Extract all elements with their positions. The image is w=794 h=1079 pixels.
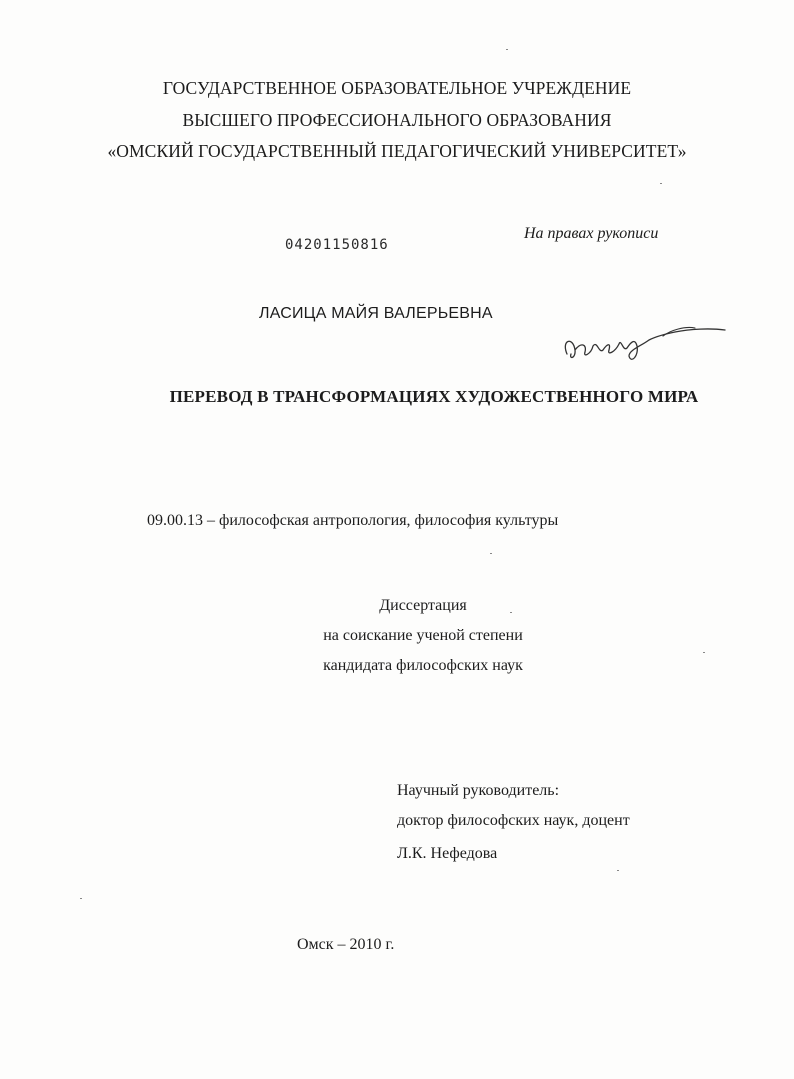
supervisor-label: Научный руководитель:	[397, 782, 560, 799]
institution-line-3: «ОМСКИЙ ГОСУДАРСТВЕННЫЙ ПЕДАГОГИЧЕСКИЙ УНИВЕРСИТЕТ»	[107, 141, 687, 161]
handwritten-signature	[545, 310, 735, 370]
degree-field-line: кандидата философских наук	[323, 657, 523, 674]
degree-line: на соискание ученой степени	[323, 627, 523, 644]
scan-speck	[617, 870, 619, 871]
scan-speck	[80, 898, 82, 899]
registration-number: 04201150816	[285, 237, 389, 253]
scan-speck	[490, 553, 492, 554]
dissertation-title: ПЕРЕВОД В ТРАНСФОРМАЦИЯХ ХУДОЖЕСТВЕННОГО МИРА	[169, 387, 699, 406]
place-and-year: Омск – 2010 г.	[297, 936, 395, 953]
scan-speck	[510, 612, 512, 613]
supervisor-degree: доктор философских наук, доцент	[397, 812, 630, 829]
specialty-code: 09.00.13 – философская антропология, философия культуры	[147, 512, 559, 529]
supervisor-name: Л.К. Нефедова	[397, 845, 498, 862]
scan-speck	[703, 652, 705, 653]
scan-speck	[660, 183, 662, 184]
institution-line-2: ВЫСШЕГО ПРОФЕССИОНАЛЬНОГО ОБРАЗОВАНИЯ	[182, 110, 612, 130]
institution-line-1: ГОСУДАРСТВЕННОЕ ОБРАЗОВАТЕЛЬНОЕ УЧРЕЖДЕНИЕ	[162, 78, 632, 98]
rights-note: На правах рукописи	[524, 225, 659, 242]
scan-speck	[506, 49, 508, 50]
dissertation-label: Диссертация	[379, 597, 467, 614]
author-name: ЛАСИЦА МАЙЯ ВАЛЕРЬЕВНА	[259, 305, 493, 322]
